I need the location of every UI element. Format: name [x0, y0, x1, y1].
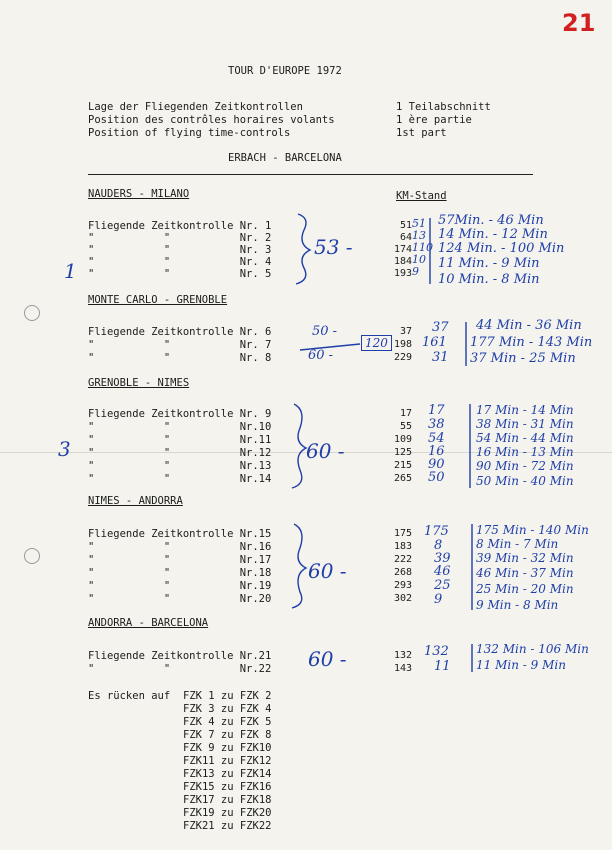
handwritten-km: 51 — [412, 217, 426, 230]
control-label: " " Nr.12 — [88, 447, 272, 459]
part-line-en: 1st part — [396, 127, 447, 139]
control-label: " " Nr. 2 — [88, 232, 272, 244]
control-label: Fliegende Zeitkontrolle Nr. 9 — [88, 408, 272, 420]
km-value: 302 — [393, 593, 412, 604]
intro-line-en: Position of flying time-controls — [88, 127, 291, 139]
margin-mark: 3 — [58, 437, 71, 461]
handwritten-km: 9 — [412, 265, 419, 278]
km-value: 174 — [393, 244, 412, 255]
handwritten-km: 50 — [428, 470, 445, 485]
section-heading: GRENOBLE - NIMES — [88, 377, 190, 389]
handwritten-km: 46 — [434, 564, 451, 579]
handwritten-time: 124 Min. - 100 Min — [438, 241, 565, 256]
handwritten-time: 39 Min - 32 Min — [476, 551, 574, 565]
km-value: 55 — [399, 421, 412, 432]
control-label: Fliegende Zeitkontrolle Nr. 6 — [88, 326, 272, 338]
bracket-note: 60 - — [308, 559, 347, 583]
km-value: 222 — [393, 554, 412, 565]
control-label: Fliegende Zeitkontrolle Nr. 1 — [88, 220, 272, 232]
section-heading: NAUDERS - MILANO — [88, 188, 190, 200]
merge-item: FZK15 zu FZK16 — [183, 781, 272, 793]
bracket-note: 60 - — [306, 439, 345, 463]
bracket-9-14 — [292, 404, 306, 488]
merge-item: FZK 7 zu FZK 8 — [183, 729, 272, 741]
km-value: 64 — [399, 232, 412, 243]
handwritten-km: 161 — [422, 335, 447, 350]
handwritten-time: 37 Min - 25 Min — [470, 351, 576, 366]
control-label: " " Nr. 8 — [88, 352, 272, 364]
margin-mark: 1 — [64, 259, 77, 283]
handwritten-time: 25 Min - 20 Min — [476, 582, 574, 596]
handwritten-km: 38 — [428, 417, 445, 432]
handwritten-time: 11 Min - 9 Min — [476, 658, 566, 672]
km-value: 175 — [393, 528, 412, 539]
control-label: " " Nr.17 — [88, 554, 272, 566]
control-label: " " Nr.14 — [88, 473, 272, 485]
section-heading: NIMES - ANDORRA — [88, 495, 183, 507]
merge-item: FZK 1 zu FZK 2 — [183, 690, 272, 702]
route-title: ERBACH - BARCELONA — [228, 152, 342, 164]
control-label: " " Nr.20 — [88, 593, 272, 605]
header-rule — [88, 174, 533, 175]
bracket-note: 60 - — [308, 647, 347, 671]
km-value: 183 — [393, 541, 412, 552]
km-value: 293 — [393, 580, 412, 591]
document-title: TOUR D'EUROPE 1972 — [228, 65, 342, 77]
part-line-fr: 1 ère partie — [396, 114, 472, 126]
page-number: 21 — [562, 9, 596, 37]
km-value: 17 — [399, 408, 412, 419]
km-value: 193 — [393, 268, 412, 279]
handwritten-time: 38 Min - 31 Min — [476, 417, 574, 431]
handwritten-time: 8 Min - 7 Min — [476, 537, 559, 551]
km-value: 51 — [399, 220, 412, 231]
part-line-de: 1 Teilabschnitt — [396, 101, 491, 113]
handwritten-km: 37 — [432, 320, 449, 335]
control-label: " " Nr.11 — [88, 434, 272, 446]
section-heading: MONTE CARLO - GRENOBLE — [88, 294, 228, 306]
km-value: 109 — [393, 434, 412, 445]
handwritten-km: 8 — [434, 538, 443, 553]
handwritten-time: 50 Min - 40 Min — [476, 474, 574, 488]
handwritten-km: 13 — [412, 229, 426, 242]
merge-item: FZK11 zu FZK12 — [183, 755, 272, 767]
bracket-note: 53 - — [314, 235, 353, 259]
merge-item: FZK 3 zu FZK 4 — [183, 703, 272, 715]
handwritten-time: 46 Min - 37 Min — [476, 566, 574, 580]
handwritten-time: 11 Min. - 9 Min — [438, 256, 540, 271]
handwritten-km: 10 — [412, 253, 426, 266]
handwritten-km: 16 — [428, 444, 445, 459]
control-label: " " Nr. 3 — [88, 244, 272, 256]
control-label: " " Nr.13 — [88, 460, 272, 472]
control-label: " " Nr.19 — [88, 580, 272, 592]
km-value: 265 — [393, 473, 412, 484]
km-value: 184 — [393, 256, 412, 267]
handwritten-km: 25 — [434, 578, 451, 593]
handwritten-km: 39 — [434, 551, 451, 566]
merge-item: FZK 9 zu FZK10 — [183, 742, 272, 754]
handwritten-time: 175 Min - 140 Min — [476, 523, 589, 537]
control-label: Fliegende Zeitkontrolle Nr.15 — [88, 528, 272, 540]
control-label: " " Nr. 4 — [88, 256, 272, 268]
handwritten-km: 54 — [428, 431, 445, 446]
km-value: 215 — [393, 460, 412, 471]
handwritten-time: 14 Min. - 12 Min — [438, 227, 548, 242]
handwritten-time: 16 Min - 13 Min — [476, 445, 574, 459]
merge-item: FZK21 zu FZK22 — [183, 820, 272, 832]
control-label: " " Nr.10 — [88, 421, 272, 433]
merge-item: FZK19 zu FZK20 — [183, 807, 272, 819]
km-value: 229 — [393, 352, 412, 363]
control-label: Fliegende Zeitkontrolle Nr.21 — [88, 650, 272, 662]
bracket-note: 50 - — [312, 324, 338, 339]
handwritten-time: 10 Min. - 8 Min — [438, 272, 540, 287]
handwritten-km: 11 — [434, 659, 451, 674]
intro-line-de: Lage der Fliegenden Zeitkontrollen — [88, 101, 303, 113]
km-value: 37 — [399, 326, 412, 337]
control-label: " " Nr. 5 — [88, 268, 272, 280]
km-value: 125 — [393, 447, 412, 458]
handwritten-time: 177 Min - 143 Min — [470, 335, 593, 350]
control-label: " " Nr.16 — [88, 541, 272, 553]
km-column-header: KM-Stand — [396, 190, 447, 202]
handwritten-time: 132 Min - 106 Min — [476, 642, 589, 656]
km-value: 268 — [393, 567, 412, 578]
intro-line-fr: Position des contrôles horaires volants — [88, 114, 335, 126]
handwritten-km: 90 — [428, 457, 445, 472]
handwritten-km: 17 — [428, 403, 445, 418]
control-label: " " Nr.22 — [88, 663, 272, 675]
section-heading: ANDORRA - BARCELONA — [88, 617, 209, 629]
handwritten-time: 54 Min - 44 Min — [476, 431, 574, 445]
merge-item: FZK13 zu FZK14 — [183, 768, 272, 780]
handwritten-time: 90 Min - 72 Min — [476, 459, 574, 473]
merge-item: FZK17 zu FZK18 — [183, 794, 272, 806]
handwritten-time: 57Min. - 46 Min — [438, 213, 544, 228]
handwritten-km: 175 — [424, 524, 449, 539]
control-label: " " Nr.18 — [88, 567, 272, 579]
km-value: 143 — [393, 663, 412, 674]
handwritten-time: 44 Min - 36 Min — [476, 318, 582, 333]
handwritten-km: 31 — [432, 350, 449, 365]
handwritten-km: 132 — [424, 644, 449, 659]
handwritten-km: 110 — [412, 241, 433, 254]
handwritten-time: 9 Min - 8 Min — [476, 598, 559, 612]
bracket-1-5 — [296, 214, 310, 284]
bracket-15-20 — [292, 524, 306, 608]
merge-intro: Es rücken auf — [88, 690, 171, 702]
punch-hole — [24, 548, 40, 564]
km-value: 132 — [393, 650, 412, 661]
handwritten-time: 17 Min - 14 Min — [476, 403, 574, 417]
km-value: 198 — [393, 339, 412, 350]
total-box: 120 — [361, 335, 392, 351]
merge-item: FZK 4 zu FZK 5 — [183, 716, 272, 728]
bracket-note: 60 - — [308, 348, 334, 363]
control-label: " " Nr. 7 — [88, 339, 272, 351]
handwritten-km: 9 — [434, 592, 443, 607]
punch-hole — [24, 305, 40, 321]
